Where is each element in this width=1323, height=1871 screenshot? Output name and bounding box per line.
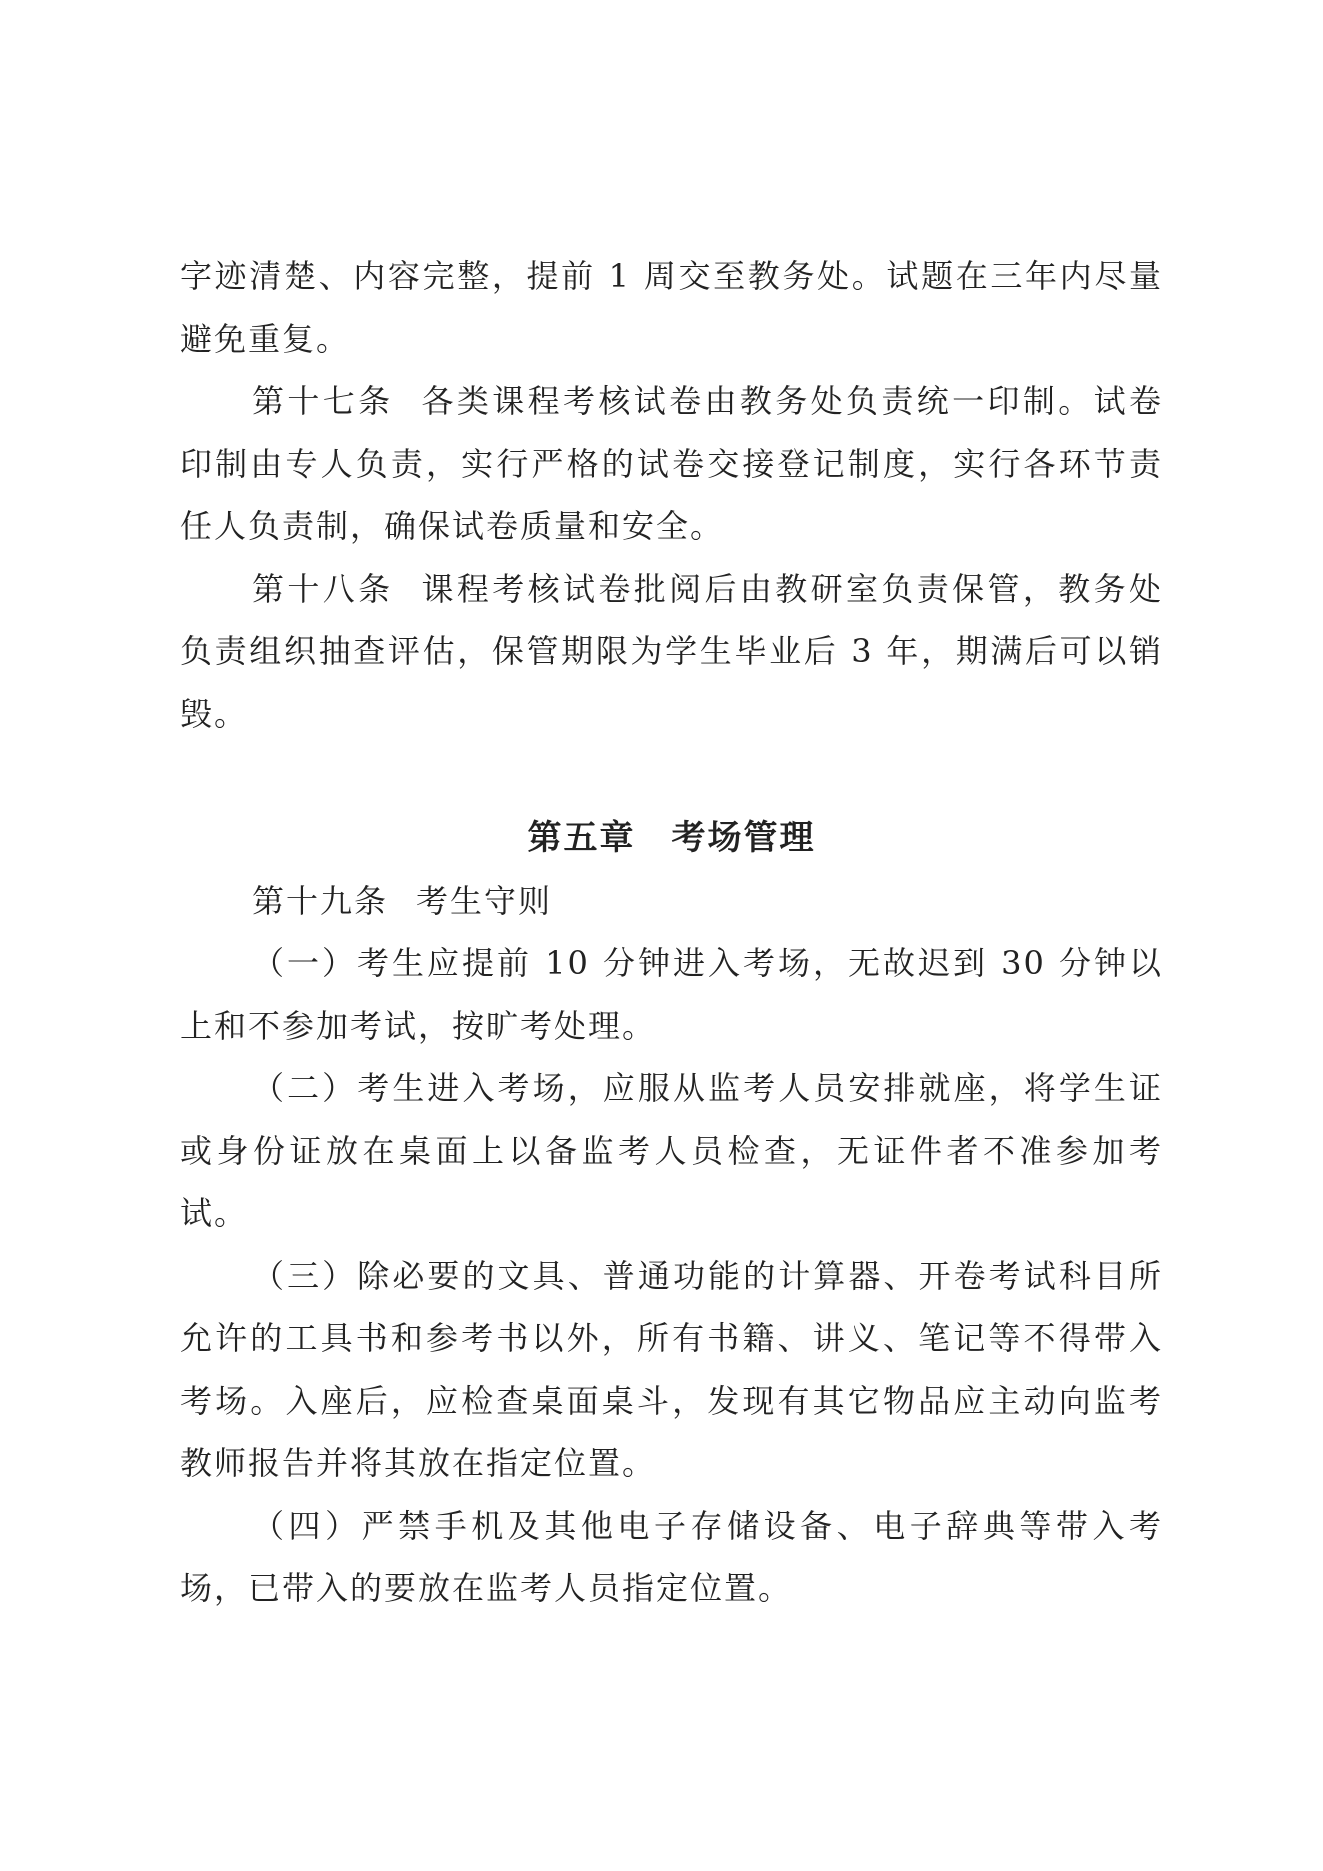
rule-item-4: （四）严禁手机及其他电子存储设备、电子辞典等带入考场，已带入的要放在监考人员指定位置。 bbox=[180, 1506, 1163, 1607]
article-18-text: 课程考核试卷批阅后由教研室负责保管，教务处负责组织抽查评估，保管期限为学生毕业后 3 年，期满后可以销毁。 bbox=[180, 569, 1163, 733]
article-18 bbox=[180, 558, 1163, 746]
rule-item-1: （一）考生应提前 10 分钟进入考场，无故迟到 30 分钟以上和不参加考试，按旷考处理。 bbox=[180, 944, 1163, 1045]
rule-item-3: （三）除必要的文具、普通功能的计算器、开卷考试科目所允许的工具书和参考书以外，所有书籍、讲义、笔记等不得带入考场。入座后，应检查桌面桌斗，发现有其它物品应主动向监考教师报告并将其放在指定位置。 bbox=[180, 1256, 1163, 1482]
rule-item-2: （二）考生进入考场，应服从监考人员安排就座，将学生证或身份证放在桌面上以备监考人员检查，无证件者不准参加考试。 bbox=[180, 1069, 1163, 1232]
article-19-label: 第十九条 bbox=[252, 881, 389, 920]
article-17-label: 第十七条 bbox=[252, 382, 394, 420]
paragraph-continuation: 字迹清楚、内容完整，提前 1 周交至教务处。试题在三年内尽量避免重复。 bbox=[180, 257, 1163, 358]
article-17 bbox=[180, 370, 1163, 558]
chapter-title: 第五章 考场管理 bbox=[527, 818, 816, 858]
document-page bbox=[180, 245, 1163, 1620]
section-gap bbox=[180, 745, 1163, 807]
article-19-text: 考生守则 bbox=[416, 881, 553, 920]
article-18-label: 第十八条 bbox=[252, 569, 394, 608]
article-19 bbox=[180, 870, 1163, 933]
article-17-text: 各类课程考核试卷由教务处负责统一印制。试卷印制由专人负责，实行严格的试卷交接登记制度，实行各环节责任人负责制，确保试卷质量和安全。 bbox=[180, 382, 1163, 545]
